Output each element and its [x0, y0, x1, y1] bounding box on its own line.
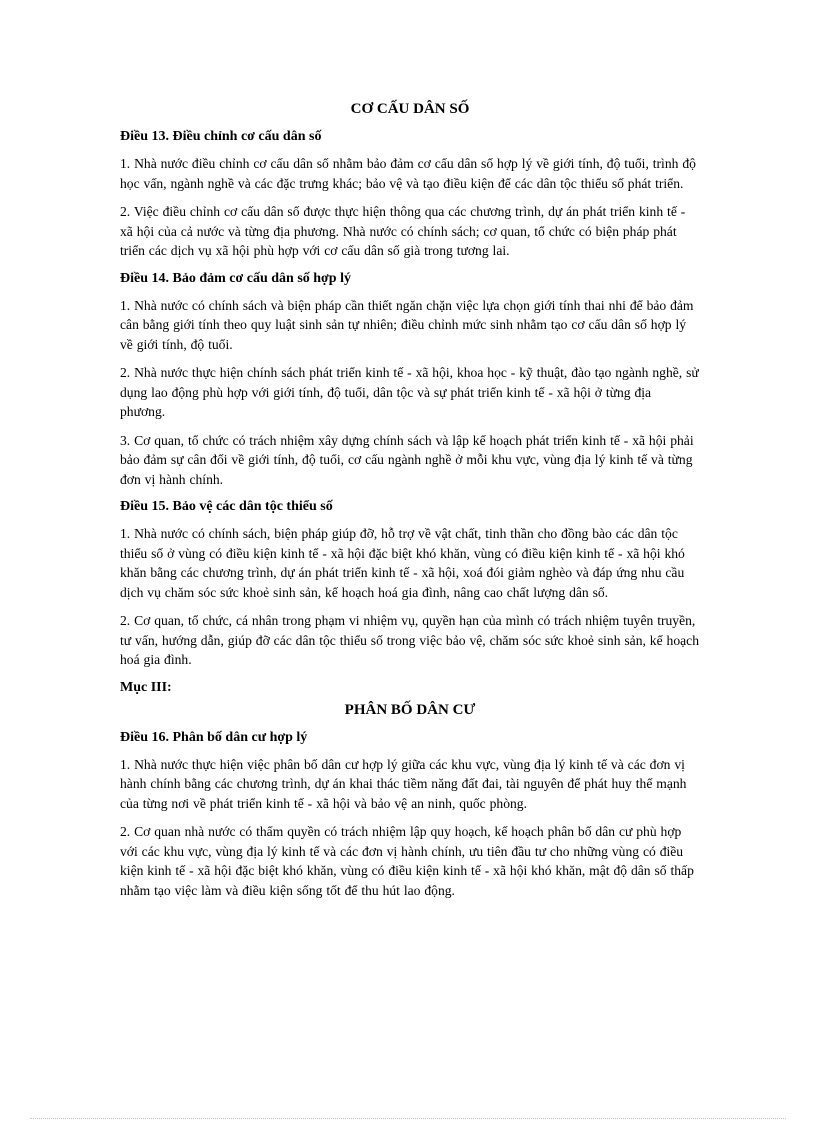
- article-paragraph: 2. Việc điều chỉnh cơ cấu dân số được thực hiện thông qua các chương trình, dự án phát triển kinh tế - xã hội của cả nước và từng địa phương. Nhà nước có chính sách; cơ quan, tổ chức có biện pháp phát triển các dịch vụ xã hội phù hợp với cơ cấu dân số già trong tương lai.: [120, 204, 686, 258]
- article-title: Điều 16. Phân bố dân cư hợp lý: [120, 729, 308, 745]
- heading-phan-bo-dan-cu: PHÂN BỐ DÂN CƯ: [344, 701, 476, 718]
- article-paragraph: 2. Nhà nước thực hiện chính sách phát triển kinh tế - xã hội, khoa học - kỹ thuật, đào tạo ngành nghề, sử dụng lao động phù hợp với giới tính, độ tuổi, dân tộc và sự phát triển kinh tế - xã hội ở từng địa phương.: [120, 365, 699, 419]
- article-paragraph: 1. Nhà nước có chính sách và biện pháp cần thiết ngăn chặn việc lựa chọn giới tính thai nhi để bảo đảm cân bằng giới tính theo quy luật sinh sản tự nhiên; điều chỉnh mức sinh nhằm tạo cơ cấu dân số hợp lý về giới tính, độ tuổi.: [120, 297, 694, 352]
- document-page: [120, 100, 700, 909]
- article-title: Điều 14. Bảo đảm cơ cấu dân số hợp lý: [120, 270, 351, 286]
- article-paragraph: 1. Nhà nước điều chỉnh cơ cấu dân số nhằm bảo đảm cơ cấu dân số hợp lý về giới tính, độ tuổi, trình độ học vấn, ngành nghề và các đặc trưng khác; bảo vệ và tạo điều kiện để các dân tộc thiểu số phát triển.: [120, 156, 696, 191]
- article-paragraph: 3. Cơ quan, tổ chức có trách nhiệm xây dựng chính sách và lập kế hoạch phát triển kinh tế - xã hội phải bảo đảm sự cân đối về giới tính, độ tuổi, cơ cấu ngành nghề ở mỗi khu vực, vùng địa lý kinh tế và từng đơn vị hành chính.: [120, 432, 694, 487]
- article-paragraph: 1. Nhà nước thực hiện việc phân bố dân cư hợp lý giữa các khu vực, vùng địa lý kinh tế và các đơn vị hành chính bằng các chương trình, dự án khai thác tiềm năng đất đai, tài nguyên để phát huy thế mạnh của từng nơi về phát triển kinh tế - xã hội và bảo vệ an ninh, quốc phòng.: [120, 756, 687, 811]
- page-bottom-divider: [30, 1118, 786, 1119]
- article-14: [120, 270, 700, 490]
- section-label: Mục III:: [120, 679, 172, 695]
- heading-co-cau-dan-so: CƠ CẤU DÂN SỐ: [350, 101, 470, 117]
- article-paragraph: 1. Nhà nước có chính sách, biện pháp giúp đỡ, hỗ trợ về vật chất, tinh thần cho đồng bào các dân tộc thiểu số ở vùng có điều kiện kinh tế - xã hội đặc biệt khó khăn, vùng có điều kiện kinh tế - xã hội khó khăn bằng các chương trình, dự án phát triển kinh tế - xã hội, xoá đói giảm nghèo và đáp ứng nhu cầu dịch vụ chăm sóc sức khoẻ sinh sản, kế hoạch hoá gia đình, nâng cao chất lượng dân số.: [120, 526, 685, 600]
- article-paragraph: 2. Cơ quan, tổ chức, cá nhân trong phạm vi nhiệm vụ, quyền hạn của mình có trách nhiệm tuyên truyền, tư vấn, hướng dẫn, giúp đỡ các dân tộc thiểu số trong việc bảo vệ, chăm sóc sức khoẻ sinh sản, kế hoạch hoá gia đình.: [120, 613, 699, 667]
- article-title: Điều 13. Điều chỉnh cơ cấu dân số: [120, 129, 322, 144]
- article-15: [120, 498, 700, 670]
- article-paragraph: 2. Cơ quan nhà nước có thẩm quyền có trách nhiệm lập quy hoạch, kế hoạch phân bố dân cư phù hợp với các khu vực, vùng địa lý kinh tế và các đơn vị hành chính, ưu tiên đầu tư cho những vùng có điều kiện kinh tế - xã hội đặc biệt khó khăn, vùng có điều kiện kinh tế - xã hội khó khăn, mật độ dân số thấp nhằm tạo việc làm và điều kiện sống tốt để thu hút lao động.: [120, 824, 694, 898]
- article-13: [120, 128, 700, 261]
- article-title: Điều 15. Bảo vệ các dân tộc thiểu số: [120, 499, 333, 514]
- article-16: [120, 729, 700, 901]
